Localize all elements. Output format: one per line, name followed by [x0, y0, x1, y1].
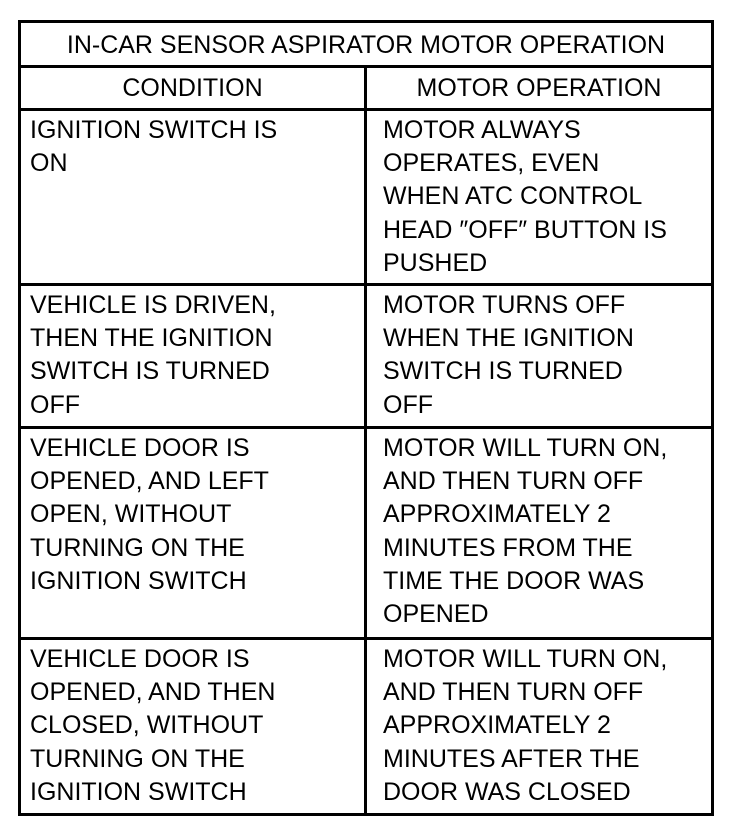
- table-row: [21, 111, 711, 286]
- condition-cell: VEHICLE DOOR IS OPENED, AND LEFT OPEN, WITHOUT TURNING ON THE IGNITION SWITCH: [21, 429, 367, 637]
- condition-cell: VEHICLE DOOR IS OPENED, AND THEN CLOSED, WITHOUT TURNING ON THE IGNITION SWITCH: [21, 640, 367, 813]
- condition-cell: VEHICLE IS DRIVEN, THEN THE IGNITION SWITCH IS TURNED OFF: [21, 286, 367, 426]
- header-motor-operation: MOTOR OPERATION: [416, 74, 662, 102]
- table-header-row: [21, 68, 711, 111]
- header-condition: CONDITION: [21, 68, 367, 108]
- table-row: [21, 286, 711, 429]
- operation-cell: MOTOR TURNS OFF WHEN THE IGNITION SWITCH IS TURNED OFF: [383, 291, 634, 419]
- operation-cell: MOTOR WILL TURN ON, AND THEN TURN OFF APPROXIMATELY 2 MINUTES FROM THE TIME THE DOOR WAS OPENED: [383, 434, 668, 629]
- table-row: [21, 640, 711, 813]
- table-row: [21, 429, 711, 640]
- operation-cell: MOTOR ALWAYS OPERATES, EVEN WHEN ATC CONTROL HEAD ″OFF″ BUTTON IS PUSHED: [383, 116, 667, 277]
- condition-cell: IGNITION SWITCH IS ON: [21, 111, 367, 283]
- table-title: IN-CAR SENSOR ASPIRATOR MOTOR OPERATION: [21, 23, 711, 68]
- aspirator-motor-table: [18, 20, 714, 816]
- operation-cell: MOTOR WILL TURN ON, AND THEN TURN OFF APPROXIMATELY 2 MINUTES AFTER THE DOOR WAS CLOSED: [383, 645, 668, 806]
